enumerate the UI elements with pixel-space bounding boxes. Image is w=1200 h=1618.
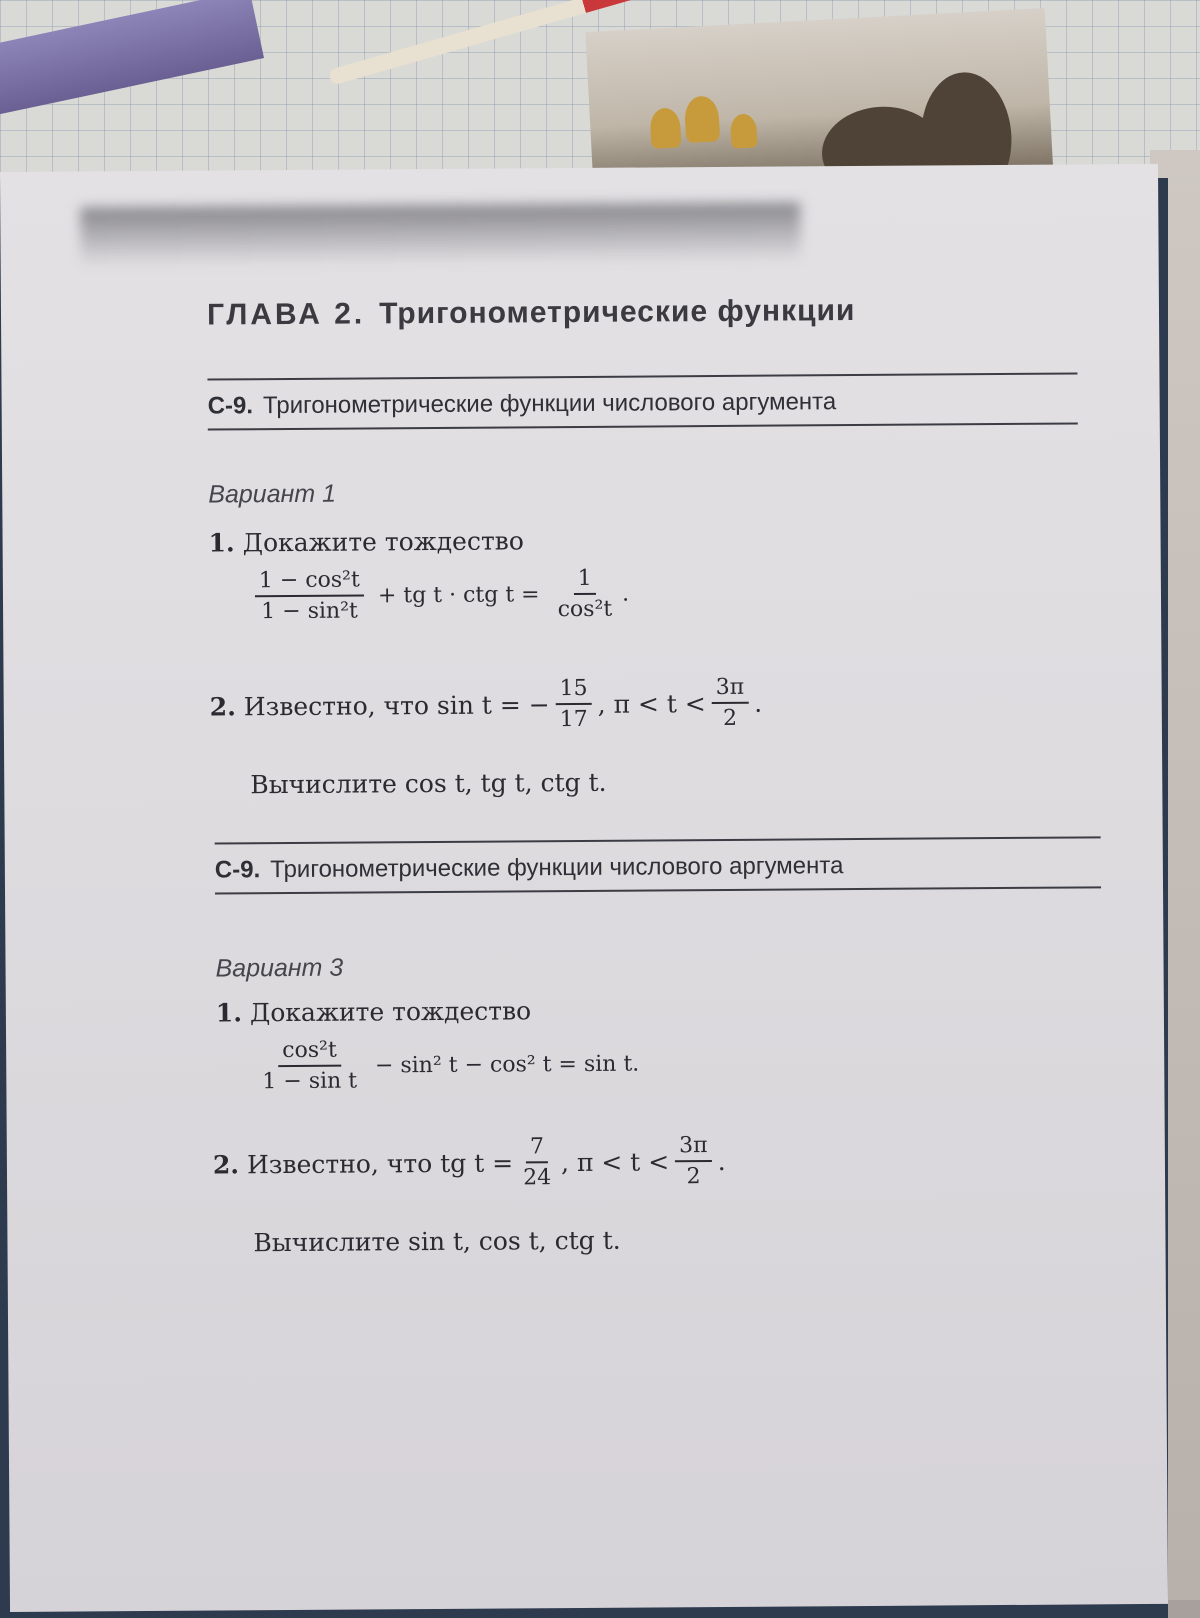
fraction-denominator: 17 [559, 706, 588, 733]
chapter-heading [207, 294, 856, 333]
formula-end: . [622, 581, 630, 607]
variant-heading: Вариант 3 [215, 953, 344, 983]
fraction-denominator: 2 [686, 1164, 701, 1190]
fraction-denominator: 1 − sin²t [261, 598, 358, 625]
task-calculate: Вычислите cos t, tg t, ctg t. [250, 767, 607, 800]
task-number: 1. [208, 528, 235, 558]
interval-bound-fraction [675, 1133, 712, 1189]
identity-rhs-fraction [553, 566, 616, 622]
fraction-numerator: cos²t [278, 1038, 341, 1067]
identity-formula [249, 566, 630, 625]
variant-heading: Вариант 1 [208, 479, 337, 509]
task-number: 2. [212, 1149, 240, 1180]
task-given-value [213, 1133, 726, 1193]
task-given-value [210, 675, 763, 735]
task-text: Докажите тождество [249, 996, 532, 1028]
chapter-title: Тригонометрические функции [379, 294, 856, 331]
fraction-denominator: 24 [523, 1165, 552, 1191]
given-prefix: Известно, что sin t = − [243, 689, 550, 721]
section-rule-bottom [208, 422, 1078, 430]
task-prove-identity [216, 996, 531, 1027]
interval-bound-fraction [712, 675, 749, 731]
worksheet-content [0, 164, 1168, 1612]
formula-end: . [754, 688, 763, 718]
given-formula [247, 1133, 726, 1192]
section-rule-top [215, 836, 1101, 844]
fraction-numerator: 1 − cos²t [255, 567, 364, 597]
section-title [208, 388, 837, 420]
section-rule-bottom [215, 886, 1101, 894]
given-fraction [555, 676, 591, 732]
section-rule-top [207, 372, 1077, 380]
fraction-numerator: 7 [526, 1134, 548, 1163]
fraction-denominator: cos²t [557, 596, 613, 623]
given-interval: , π < t < [597, 688, 706, 719]
fraction-numerator: 15 [555, 676, 591, 705]
section-code: С-9. [207, 392, 254, 420]
section-code: С-9. [214, 856, 261, 884]
fraction-numerator: 3π [712, 675, 749, 704]
section-name: Тригонометрические функции числового аргумента [262, 388, 837, 420]
fraction-numerator: 3π [675, 1133, 712, 1162]
identity-lhs-fraction [258, 1038, 361, 1095]
task-prove-identity [208, 526, 523, 557]
identity-formula [252, 1036, 639, 1095]
formula-end: . [717, 1146, 726, 1176]
task-number: 1. [215, 998, 243, 1028]
identity-lhs-fraction [255, 567, 364, 624]
given-prefix: Известно, что tg t = [246, 1147, 514, 1179]
chapter-label: ГЛАВА 2. [206, 297, 366, 332]
fraction-denominator: 1 − sin t [262, 1068, 358, 1095]
worksheet-page [0, 164, 1168, 1612]
identity-middle: + tg t · ctg t = [377, 581, 540, 608]
given-formula [244, 675, 763, 735]
given-interval: , π < t < [560, 1146, 670, 1177]
section-name: Тригонометрические функции числового аргумента [270, 852, 844, 884]
identity-rest: − sin² t − cos² t = sin t. [374, 1051, 640, 1078]
given-fraction [519, 1134, 555, 1190]
section-title [215, 852, 844, 884]
fraction-denominator: 2 [723, 705, 738, 731]
task-text: Докажите тождество [242, 526, 524, 558]
fraction-numerator: 1 [574, 566, 596, 595]
task-number: 2. [209, 691, 236, 722]
task-calculate: Вычислите sin t, cos t, ctg t. [253, 1225, 621, 1258]
